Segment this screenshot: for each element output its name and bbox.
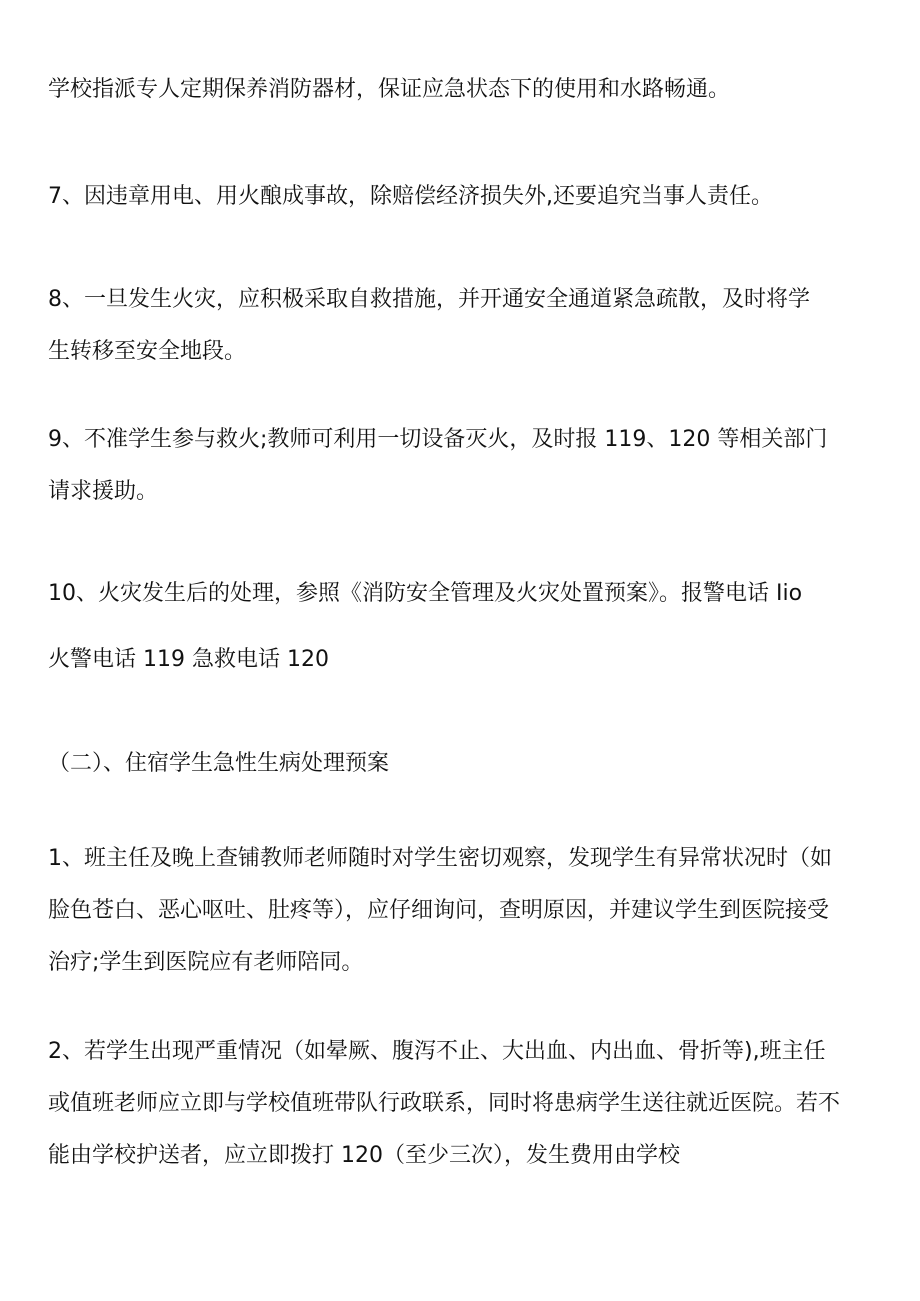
text-line: 10、火灾发生后的处理，参照《消防安全管理及火灾处置预案》。报警电话 Iio	[48, 581, 803, 606]
text-line: 生转移至安全地段。	[48, 339, 247, 364]
text-line: 8、一旦发生火灾，应积极采取自救措施，并开通安全通道紧急疏散，及时将学	[48, 287, 810, 312]
text-line: 火警电话 119 急救电话 120	[48, 647, 329, 672]
paragraph-item-10	[48, 568, 878, 620]
paragraph-phone-numbers	[48, 634, 878, 686]
paragraph-item-8	[48, 274, 878, 378]
text-line: 脸色苍白、恶心呕吐、肚疼等），应仔细询问，查明原因，并建议学生到医院接受	[48, 898, 830, 923]
paragraph-illness-item-2	[48, 1026, 878, 1182]
paragraph-illness-item-1	[48, 833, 878, 989]
text-line: 2、若学生出现严重情况（如晕厥、腹泻不止、大出血、内出血、骨折等),班主任	[48, 1039, 826, 1064]
text-line: （二）、住宿学生急性生病处理预案	[48, 751, 390, 776]
paragraph-maintenance	[48, 64, 878, 116]
text-line: 7、因违章用电、用火酿成事故，除赔偿经济损失外,还要追究当事人责任。	[48, 184, 773, 209]
text-line: 能由学校护送者，应立即拨打 120（至少三次），发生费用由学校	[48, 1143, 680, 1168]
paragraph-item-7	[48, 171, 878, 223]
text-line: 学校指派专人定期保养消防器材，保证应急状态下的使用和水路畅通。	[48, 77, 731, 102]
text-line: 请求援助。	[48, 479, 159, 504]
text-line: 治疗;学生到医院应有老师陪同。	[48, 950, 364, 975]
text-line: 或值班老师应立即与学校值班带队行政联系，同时将患病学生送往就近医院。若不	[48, 1091, 841, 1116]
section-heading	[48, 738, 878, 790]
text-line: 1、班主任及晚上查铺教师老师随时对学生密切观察，发现学生有异常状况时（如	[48, 846, 832, 871]
paragraph-item-9	[48, 414, 878, 518]
text-line: 9、不准学生参与救火;教师可利用一切设备灭火，及时报 119、120 等相关部门	[48, 427, 828, 452]
